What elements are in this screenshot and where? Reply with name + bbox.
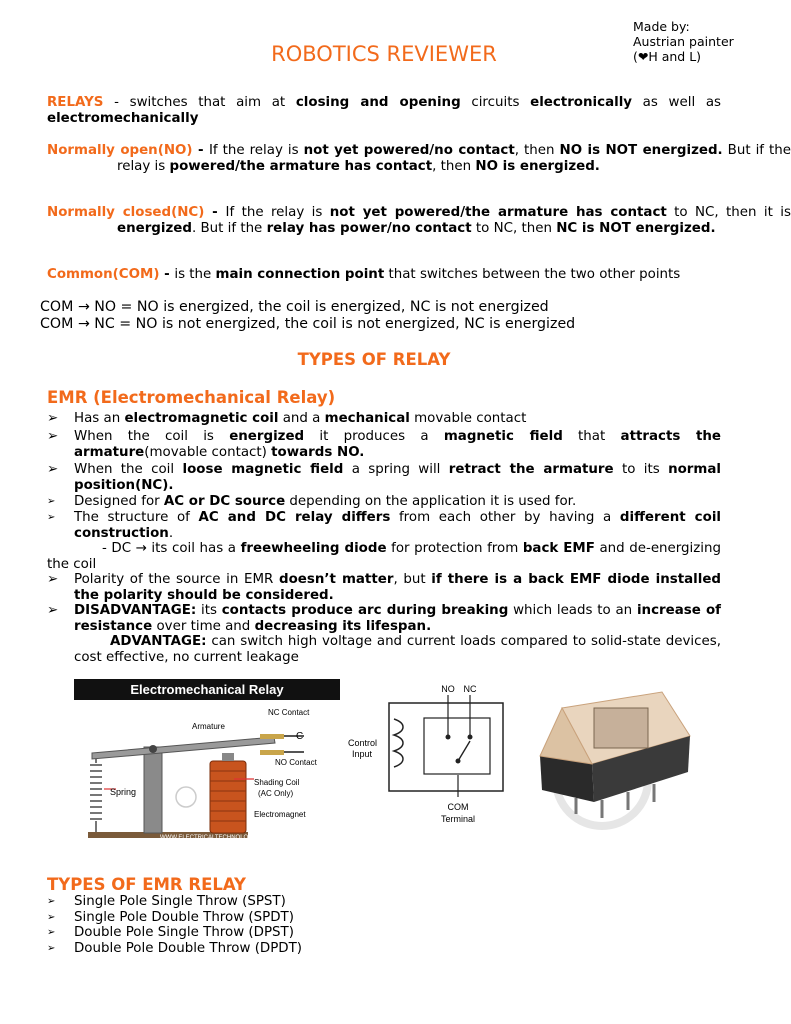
bold-text: electromagnetic coil xyxy=(124,411,279,426)
text: But if the relay is xyxy=(117,143,791,174)
bold-text: not yet powered/the armature has contact xyxy=(329,205,667,220)
lightbulb-icon xyxy=(176,787,196,807)
bullet-arrow-icon: ➢ xyxy=(47,896,56,907)
dash: - xyxy=(159,267,175,282)
website-label: WWW.ELECTRICALTECHNOLOGY.ORG xyxy=(160,835,272,841)
text: circuits xyxy=(460,95,531,110)
bold-text: closing and opening xyxy=(295,95,461,110)
bullet-arrow-icon: ➢ xyxy=(47,942,56,954)
text: (movable contact) xyxy=(144,444,272,460)
bold-text: AC and DC relay differs xyxy=(198,510,391,525)
bold-text: NC is NOT energized. xyxy=(556,220,716,236)
list-item-text: Single Pole Single Throw (SPST) xyxy=(74,894,286,909)
text: Has an xyxy=(74,411,125,426)
bold-text: retract the armature xyxy=(448,462,614,477)
bullet-item xyxy=(47,429,721,460)
relay-schematic-figure xyxy=(344,679,528,831)
text: that switches between the two other points xyxy=(384,267,681,282)
text: over time and xyxy=(152,618,255,634)
nc-term: Normally closed(NC) xyxy=(47,205,205,220)
relay-housing xyxy=(389,703,503,791)
armature-label: Armature xyxy=(192,722,225,731)
figure-banner-text: Electromechanical Relay xyxy=(130,682,284,697)
bold-text: increase of resistance xyxy=(74,603,721,634)
bold-text: back EMF xyxy=(522,541,595,556)
bullet-item xyxy=(47,572,721,603)
com-term: Common(COM) xyxy=(47,267,160,282)
text: movable contact xyxy=(409,411,527,426)
relay-internals xyxy=(594,708,648,748)
bullet-item xyxy=(47,411,721,427)
bold-text: if there is a back EMF diode installed the polarity should be considered. xyxy=(74,572,722,603)
bold-text: energized xyxy=(229,429,305,444)
text: for protection from xyxy=(386,541,523,556)
emr-types-list xyxy=(47,894,302,956)
text: Designed for xyxy=(74,494,164,509)
control-label: Control xyxy=(348,738,378,748)
nc-terminal xyxy=(468,735,473,740)
relays-term: RELAYS xyxy=(47,95,104,110)
text: . xyxy=(168,525,174,541)
text: , then xyxy=(514,143,560,158)
bullet-arrow-icon: ➢ xyxy=(47,512,56,523)
bold-text: energized xyxy=(117,220,192,236)
common-definition xyxy=(47,267,737,283)
c-label: C xyxy=(296,731,304,742)
spring-icon xyxy=(90,755,102,832)
bold-text: electronically xyxy=(530,95,633,110)
advantage-note xyxy=(74,634,721,665)
bullet-arrow-icon: ➢ xyxy=(47,462,59,477)
text: When the coil xyxy=(74,462,183,477)
nc-contact-label: NC Contact xyxy=(268,708,310,717)
author-initials: (❤H and L) xyxy=(633,49,702,64)
bold-text: ADVANTAGE: xyxy=(110,634,207,649)
ac-only-label: (AC Only) xyxy=(258,789,294,798)
text: to its xyxy=(613,462,669,477)
bold-text: loose magnetic field xyxy=(182,462,344,477)
switch-blade xyxy=(458,741,470,761)
no-contact-label: NO Contact xyxy=(275,758,317,767)
bold-text: towards NO. xyxy=(271,444,365,460)
shading-coil-label: Shading Coil xyxy=(254,778,300,787)
bullet-arrow-icon: ➢ xyxy=(47,411,59,426)
normally-open-definition xyxy=(47,143,791,174)
bold-text: main connection point xyxy=(215,267,385,282)
bullet-arrow-icon: ➢ xyxy=(47,603,59,618)
dash: - xyxy=(204,205,226,220)
text: that xyxy=(562,429,621,444)
no-contact xyxy=(260,750,284,755)
bold-text: electromechanically xyxy=(47,110,199,126)
switch-box xyxy=(424,718,490,774)
author-name: Austrian painter xyxy=(633,34,734,49)
bold-text: magnetic field xyxy=(443,429,563,444)
no-term: Normally open(NO) xyxy=(47,143,193,158)
electromagnet-label: Electromagnet xyxy=(254,810,306,819)
text: . But if the xyxy=(191,220,267,236)
text: can switch high voltage and current loads compared to solid-state devices, cost effective, no current leakage xyxy=(74,634,721,665)
emr-heading: EMR (Electromechanical Relay) xyxy=(47,388,336,407)
text: a spring will xyxy=(343,462,449,477)
relays-definition xyxy=(47,95,721,126)
electromechanical-relay-figure xyxy=(74,679,342,843)
relay-photo xyxy=(532,680,692,840)
text: The structure of xyxy=(74,510,199,525)
text: depending on the application it is used for. xyxy=(285,494,577,509)
list-item-text: Double Pole Double Throw (DPDT) xyxy=(74,940,303,956)
text: which leads to an xyxy=(508,603,637,618)
text: and de-energizing the coil xyxy=(47,541,722,572)
list-item xyxy=(47,910,302,926)
text: as well as xyxy=(632,95,722,110)
page-title: ROBOTICS REVIEWER xyxy=(271,42,497,66)
schematic-no-label: NO xyxy=(441,684,455,694)
dc-note xyxy=(47,541,721,572)
types-of-relay-heading: TYPES OF RELAY xyxy=(297,350,451,369)
armature-lever xyxy=(92,737,275,759)
bold-text: NO is energized. xyxy=(475,158,600,174)
bold-text: normal position(NC). xyxy=(74,462,721,493)
list-item xyxy=(47,894,302,910)
emr-types-heading: TYPES OF EMR RELAY xyxy=(47,875,247,894)
list-item-text: Double Pole Single Throw (DPST) xyxy=(74,925,294,941)
bold-text: not yet powered/no contact xyxy=(303,143,515,158)
bullet-arrow-icon: ➢ xyxy=(47,496,56,507)
list-item xyxy=(47,925,302,941)
nc-contact xyxy=(260,734,284,739)
bullet-arrow-icon: ➢ xyxy=(47,911,56,923)
bullet-item xyxy=(47,462,721,493)
bullet-item xyxy=(47,510,721,541)
pivot xyxy=(149,745,157,753)
input-label: Input xyxy=(352,749,373,759)
bullet-arrow-icon: ➢ xyxy=(47,429,59,444)
bold-text: mechanical xyxy=(324,411,410,426)
bold-text: decreasing its lifespan. xyxy=(254,618,432,634)
bold-text: different coil construction xyxy=(74,510,721,541)
dash: - xyxy=(192,143,209,158)
bold-text: powered/the armature has contact xyxy=(169,158,433,174)
schematic-nc-label: NC xyxy=(463,684,477,694)
text: , but xyxy=(393,572,432,587)
text: If the relay is xyxy=(208,143,304,158)
bold-text: relay has power/no contact xyxy=(266,220,472,236)
text: and a xyxy=(278,411,325,426)
equation-com-no: COM → NO = NO is energized, the coil is energized, NC is not energized xyxy=(40,299,549,315)
coil-core xyxy=(222,753,234,761)
text: , then xyxy=(432,158,476,174)
text: If the relay is xyxy=(225,205,330,220)
bold-text: AC or DC source xyxy=(163,494,286,509)
list-item xyxy=(47,941,302,957)
made-by-label: Made by: xyxy=(633,19,690,34)
spring-label: Spring xyxy=(110,787,137,797)
normally-closed-definition xyxy=(47,205,791,236)
bold-text: NO is NOT energized. xyxy=(559,143,723,158)
bullet-arrow-icon: ➢ xyxy=(47,572,59,587)
bullet-item xyxy=(47,603,721,634)
bold-text: DISADVANTAGE: xyxy=(74,603,197,618)
bullet-item xyxy=(47,494,721,510)
coil-symbol xyxy=(394,719,403,767)
text: - switches that aim at xyxy=(103,95,296,110)
no-terminal xyxy=(446,735,451,740)
bullet-arrow-icon: ➢ xyxy=(47,927,56,939)
text: to NC, then xyxy=(471,220,557,236)
text: its xyxy=(196,603,222,618)
electromagnet-coil xyxy=(210,761,246,833)
text: When the coil is xyxy=(74,429,230,444)
list-item-text: Single Pole Double Throw (SPDT) xyxy=(74,909,294,925)
equation-com-nc: COM → NC = NO is not energized, the coil is not energized, NC is energized xyxy=(40,316,576,332)
bold-text: contacts produce arc during breaking xyxy=(221,603,509,618)
text: Polarity of the source in EMR xyxy=(74,572,280,587)
text: to NC, then it is xyxy=(666,205,791,220)
com-label: COM xyxy=(447,802,469,812)
bold-text: doesn’t matter xyxy=(279,572,394,587)
text: from each other by having a xyxy=(390,510,620,525)
bold-text: attracts the armature xyxy=(74,429,722,460)
text: it produces a xyxy=(304,429,444,444)
bold-text: freewheeling diode xyxy=(240,541,387,556)
support-post xyxy=(144,747,162,833)
text: is the xyxy=(174,267,216,282)
terminal-label: Terminal xyxy=(440,814,476,824)
text: - DC → its coil has a xyxy=(102,541,241,556)
